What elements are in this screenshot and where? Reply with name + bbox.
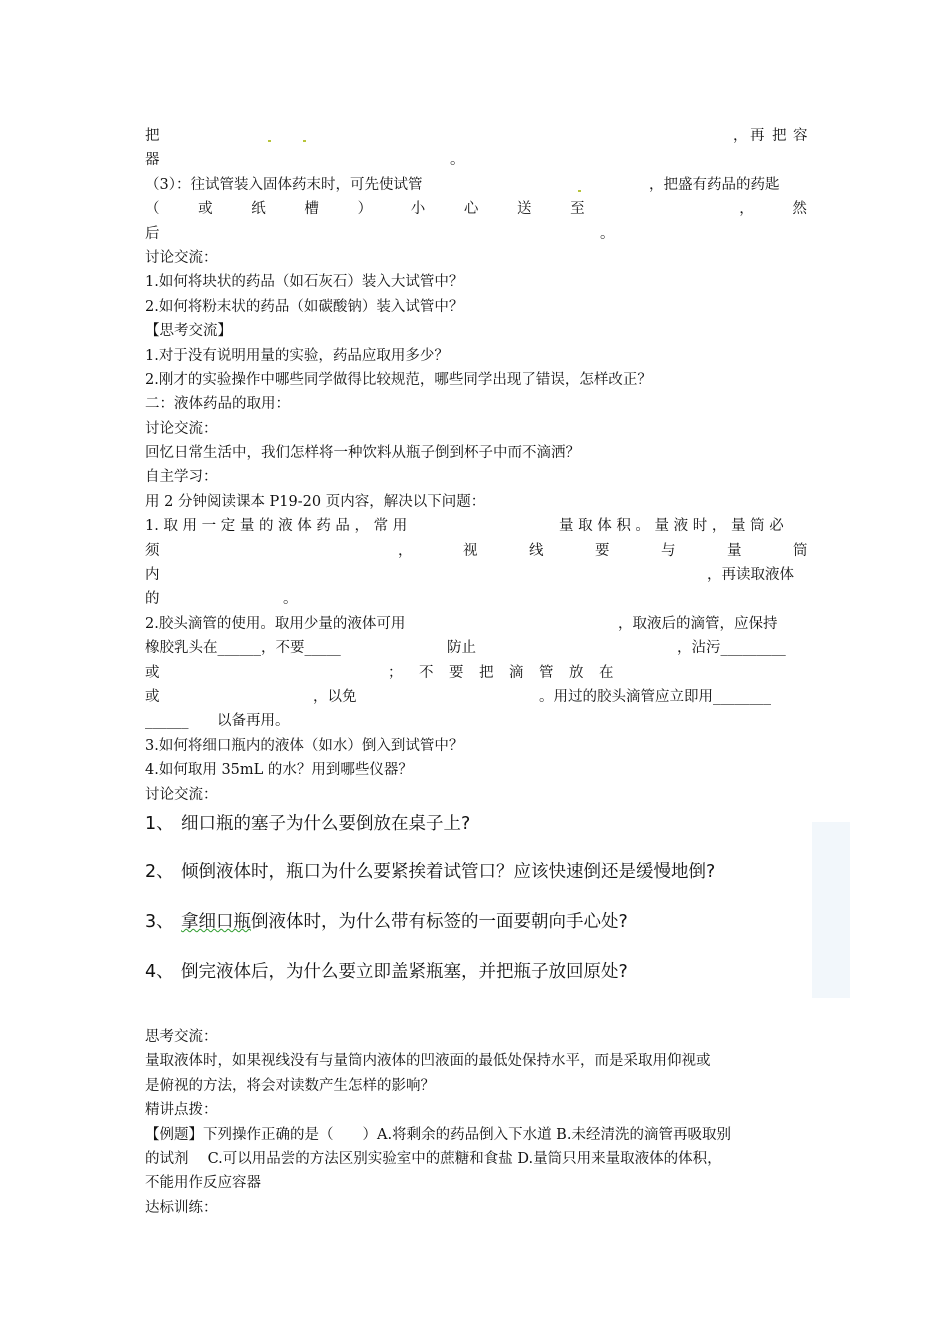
text-line xyxy=(145,685,807,709)
discussion-question xyxy=(145,959,628,985)
instruction-line: 用 2 分钟阅读课本 P19-20 页内容，解决以下问题： xyxy=(145,493,486,510)
question-number: 3、 xyxy=(145,911,174,932)
text-line xyxy=(145,587,807,611)
document-body xyxy=(145,124,807,1220)
text-line xyxy=(145,709,807,733)
text: 送 xyxy=(516,201,532,218)
heading-self-study: 自主学习： xyxy=(145,469,218,486)
text: 量 xyxy=(727,542,742,559)
text: 后 xyxy=(145,225,160,242)
text: 以备再用。 xyxy=(217,713,290,730)
question-line: 2.如何将粉末状的药品（如碳酸钠）装入试管中？ xyxy=(145,298,464,315)
text-line xyxy=(145,661,807,685)
text-line xyxy=(145,222,807,246)
text: 不 xyxy=(419,664,434,681)
text: 或 xyxy=(145,664,160,681)
question-line: 回忆日常生活中，我们怎样将一种饮料从瓶子倒到杯子中而不滴洒？ xyxy=(145,445,580,462)
text: 要 xyxy=(449,664,464,681)
question-text: 倒液体时，为什么带有标签的一面要朝向手心处? xyxy=(251,911,628,932)
text: 心 xyxy=(463,201,479,218)
text: 至 xyxy=(570,201,585,218)
question-text: 倒完液体后，为什么要立即盖紧瓶塞，并把瓶子放回原处? xyxy=(181,961,628,982)
text: 或 xyxy=(145,688,160,705)
discussion-question xyxy=(145,859,715,885)
heading-training: 达标训练： xyxy=(145,1199,218,1216)
example-line: 【例题】下列操作正确的是（ ）A.将剩余的药品倒入下水道 B.未经清洗的滴管再吸取别 xyxy=(145,1126,731,1143)
discussion-image-block xyxy=(145,807,807,1007)
question-text: 拿细口瓶 xyxy=(181,911,251,932)
text-line xyxy=(145,148,807,172)
text-line xyxy=(145,173,807,197)
text: ，取液后的滴管，应保持 xyxy=(618,615,778,632)
text: 1. 取 用 一 定 量 的 液 体 药 品 ， 常 用 xyxy=(145,518,408,535)
text: ） xyxy=(357,201,373,218)
question-text: 细口瓶的塞子为什么要倒放在桌子上? xyxy=(181,813,471,834)
discussion-question xyxy=(145,811,470,837)
text: 。 xyxy=(450,152,465,169)
discussion-question xyxy=(145,909,628,935)
text: ______ xyxy=(145,713,189,730)
text-line xyxy=(145,124,807,148)
text: 的 xyxy=(145,591,160,608)
text: 器 xyxy=(145,152,160,169)
text-line xyxy=(145,636,807,660)
text: 再 xyxy=(750,128,765,144)
text: ， xyxy=(739,201,754,218)
text: 须 xyxy=(145,542,160,559)
question-line: 2.刚才的实验操作中哪些同学做得比较规范，哪些同学出现了错误，怎样改正？ xyxy=(145,371,652,388)
text: 滴 xyxy=(509,664,524,681)
question-line: 1.对于没有说明用量的实验，药品应取用多少？ xyxy=(145,347,449,364)
text: ； xyxy=(388,664,403,681)
text: ， xyxy=(398,542,413,559)
text-line xyxy=(145,514,807,538)
text: 2.胶头滴管的使用。取用少量的液体可用 xyxy=(145,615,406,632)
text: 防止 xyxy=(447,640,476,657)
text: ，把盛有药品的药匙 xyxy=(649,176,780,193)
question-text: 倾倒液体时，瓶口为什么要紧挨着试管口？应该快速倒还是缓慢地倒? xyxy=(181,861,716,882)
question-line: 3.如何将细口瓶内的液体（如水）倒入到试管中？ xyxy=(145,737,464,754)
question-line: 是俯视的方法，将会对读数产生怎样的影响？ xyxy=(145,1077,435,1094)
heading-explanation: 精讲点拨： xyxy=(145,1102,218,1119)
text: 量 取 体 积 。 量 液 时 ， 量 筒 必 xyxy=(559,518,784,535)
example-line: 不能用作反应容器 xyxy=(145,1175,261,1192)
heading-thinking: 【思考交流】 xyxy=(145,323,232,340)
text: 。 xyxy=(283,591,298,608)
section-title: 二：液体药品的取用： xyxy=(145,396,290,413)
text: 纸 xyxy=(251,201,266,218)
text: 或 xyxy=(198,201,213,218)
text: 放 xyxy=(569,664,584,681)
text: 视 xyxy=(463,542,478,559)
question-line: 量取液体时，如果视线没有与量筒内液体的凹液面的最低处保持水平，而是采取用仰视或 xyxy=(145,1053,711,1070)
text: 要 xyxy=(595,542,610,559)
text: ， xyxy=(733,128,748,144)
text: 然 xyxy=(792,201,807,218)
text: 内 xyxy=(145,567,160,584)
question-line: 4.如何取用 35mL 的水？用到哪些仪器？ xyxy=(145,762,413,779)
text: 小 xyxy=(410,201,426,218)
heading-discussion: 讨论交流： xyxy=(145,786,218,803)
background-watermark xyxy=(812,822,850,998)
text-line xyxy=(145,539,807,563)
example-line: 的试剂 C.可以用品尝的方法区别实验室中的蔗糖和食盐 D.量筒只用来量取液体的体积， xyxy=(145,1150,722,1167)
text: ，以免 xyxy=(313,688,357,705)
text: ，再读取液体 xyxy=(707,567,794,584)
text: 管 xyxy=(539,664,554,681)
text: （ xyxy=(145,201,160,218)
text: 线 xyxy=(529,542,544,559)
text: 把 xyxy=(145,128,160,144)
text: 容 xyxy=(793,128,808,144)
question-number: 2、 xyxy=(145,861,174,882)
text: 橡胶乳头在______，不要_____ xyxy=(145,640,341,657)
text: 与 xyxy=(661,542,676,559)
text: 槽 xyxy=(304,201,319,218)
heading-discussion: 讨论交流： xyxy=(145,249,218,266)
text: 把 xyxy=(479,664,494,681)
text: 筒 xyxy=(793,542,808,559)
text: ，沾污_________ xyxy=(677,640,786,657)
text: （3）：往试管装入固体药末时，可先使试管 xyxy=(145,176,423,193)
heading-thinking: 思考交流： xyxy=(145,1028,218,1045)
question-number: 4、 xyxy=(145,961,174,982)
text: 把 xyxy=(772,128,787,144)
heading-discussion: 讨论交流： xyxy=(145,420,218,437)
question-line: 1.如何将块状的药品（如石灰石）装入大试管中？ xyxy=(145,274,464,291)
text: 。 xyxy=(600,225,615,242)
question-number: 1、 xyxy=(145,813,174,834)
text: 在 xyxy=(599,664,614,681)
text-line xyxy=(145,563,807,587)
text-line xyxy=(145,612,807,636)
text-line xyxy=(145,197,807,221)
text: 。用过的胶头滴管应立即用________ xyxy=(539,688,771,705)
